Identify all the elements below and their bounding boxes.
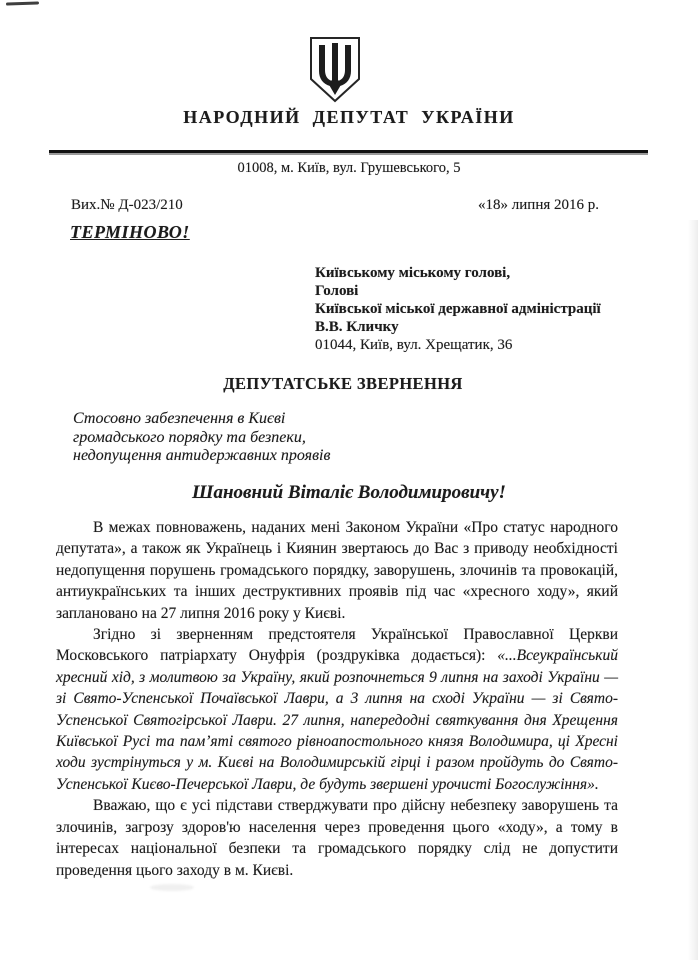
letter-date: «18» липня 2016 р.	[478, 197, 599, 213]
recipient-address: 01044, Київ, вул. Хрещатик, 36	[315, 337, 513, 353]
letterhead-title: НАРОДНИЙ ДЕПУТАТ УКРАЇНИ	[183, 107, 515, 127]
ukraine-trident-icon	[308, 36, 362, 103]
salutation: Шановний Віталіє Володимировичу!	[192, 482, 506, 503]
body-paragraph-3: Вважаю, що є усі підстави стверджувати про дійсну небезпеку заворушень та злочинів, загрозу здоров'ю населення через проведення цього «ходу», а тому в інтересах національної безпеки та громадського порядку слід не допустити проведення цього заходу в м. Києві.	[56, 797, 618, 879]
subject-line-1: Стосовно забезпечення в Києві	[73, 410, 286, 427]
scan-artifact-dash	[6, 1, 39, 5]
paragraph-2-lead: Згідно зі зверненням предстоятеля Української Православної Церкви Московського патріархату Онуфрія (роздруківка додається):	[56, 626, 618, 665]
outgoing-number: Вих.№ Д-023/210	[71, 197, 183, 213]
letterhead-address: 01008, м. Київ, вул. Грушевського, 5	[237, 160, 461, 176]
recipient-line-2: Голові	[315, 283, 359, 299]
scan-edge-shadow	[688, 220, 698, 960]
letter-body	[56, 517, 618, 881]
recipient-line-3: Київської міської державної адміністрації	[315, 301, 601, 317]
urgency-label: ТЕРМІНОВО!	[70, 222, 190, 242]
subject-line-2: громадського порядку та безпеки,	[73, 428, 306, 446]
recipient-line-1: Київському міському голові,	[315, 265, 511, 281]
document-type-heading: ДЕПУТАТСЬКЕ ЗВЕРНЕННЯ	[223, 374, 463, 393]
body-paragraph-2	[56, 624, 618, 795]
scan-smudge	[150, 884, 194, 891]
recipient-line-4: В.В. Кличку	[315, 319, 399, 335]
letterhead-divider	[49, 150, 648, 155]
paragraph-2-quote: «...Всеукраїнський хресний хід, з молитвою за Україну, який розпочнеться 9 липня на заході України — зі Свято-Успенської Почаївської Лаври, а 3 липня на сході України — зі Свято-Успенської Святогірської Лаври. 27 липня, напередодні святкування дня Хрещення Київської Русі та пам’яті святого рівноапостольного князя Володимира, ці Хресні ходи зустрінуться у м. Києві на Володимирській гірці і разом пройдуть до Свято-Успенської Києво-Печерської Лаври, де будуть звершені урочисті Богослужіння».	[56, 647, 618, 793]
subject-block	[73, 410, 330, 466]
recipient-block	[315, 264, 601, 354]
body-paragraph-1: В межах повноважень, наданих мені Законом України «Про статус народного депутата», а також як Українець і Киянин звертаюсь до Вас з приводу необхідності недопущення порушень громадського порядку, заворушень, злочинів та провокацій, антиукраїнських та інших деструктивних проявів під час «хресного ходу», який заплановано на 27 липня 2016 року у Києві.	[56, 519, 618, 622]
subject-line-3: недопущення антидержавних проявів	[73, 447, 331, 465]
